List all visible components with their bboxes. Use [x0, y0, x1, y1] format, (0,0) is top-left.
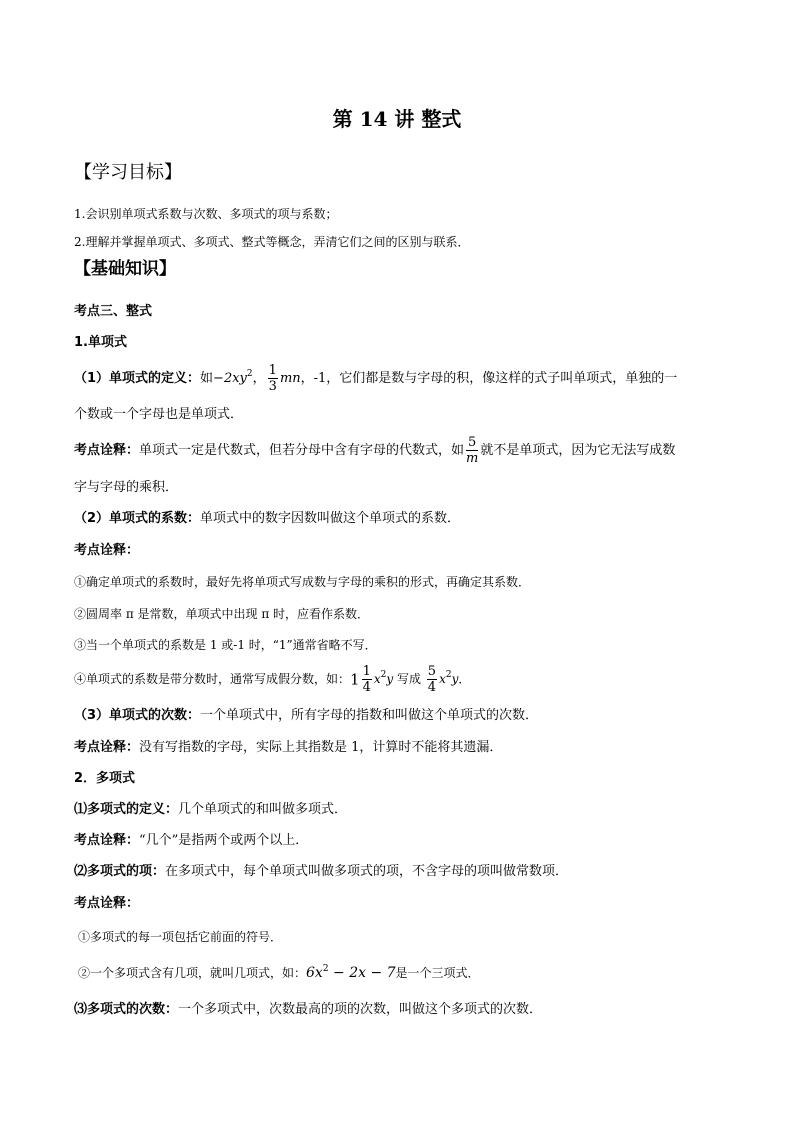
definition-text-prefix: 如−	[200, 371, 224, 386]
fraction-five-quarters	[427, 664, 437, 695]
monomial-definition-continued: 个数或一个字母也是单项式．	[74, 407, 244, 422]
degree-note	[74, 739, 502, 757]
poly-note-text: “几个”是指两个或两个以上．	[139, 833, 309, 848]
expression-2xy: 2xy	[223, 371, 247, 386]
degree-label: （3）单项式的次数：	[74, 708, 201, 723]
terms-note2-suffix: 是一个三项式．	[395, 966, 480, 980]
coefficient-note-3: ③当一个单项式的系数是 1 或-1 时，“1”通常省略不写．	[74, 638, 377, 652]
degree-note-text: 没有写指数的字母，实际上其指数是 1，计算时不能将其遗漏．	[139, 740, 503, 755]
expression-mn: mn	[279, 371, 301, 386]
fraction-numerator: 5	[466, 435, 478, 451]
terms-note-2	[78, 954, 480, 992]
fraction-five-over-m	[466, 435, 478, 466]
coefficient-note-4	[74, 660, 470, 699]
expression-rest: − 2x − 7	[328, 965, 396, 981]
polynomial-note	[74, 832, 308, 850]
kaodian-heading: 考点三、整式	[74, 304, 153, 319]
polynomial-degree	[74, 1001, 542, 1019]
fraction-numerator: 5	[427, 664, 437, 679]
fraction-one-quarter	[362, 664, 372, 695]
fraction-denominator: 4	[362, 680, 371, 695]
objective-item-2: 2.理解并掌握单项式、多项式、整式等概念，弄清它们之间的区别与联系．	[74, 235, 470, 249]
monomial-heading: 1.单项式	[74, 335, 127, 350]
basics-heading: 【基础知识】	[74, 259, 176, 279]
exponent: 2	[380, 670, 387, 680]
note-text-suffix: 就不是单项式，因为它无法写成数	[480, 443, 676, 458]
coefficient-note-2: ②圆周率 π 是常数，单项式中出现 π 时，应看作系数．	[74, 607, 370, 621]
polynomial-definition	[74, 801, 347, 819]
note4-end: ．	[458, 672, 471, 686]
monomial-coefficient	[74, 510, 460, 528]
note4-text: ④单项式的系数是带分数时，通常写成假分数，如：	[74, 672, 351, 686]
coefficient-label: （2）单项式的系数：	[74, 511, 201, 526]
degree-note-label: 考点诠释：	[74, 740, 140, 755]
note-text-prefix: 单项式一定是代数式，但若分母中含有字母的代数式，如	[139, 443, 465, 458]
polynomial-heading: 2．多项式	[74, 771, 136, 786]
monomial-note-continued: 字与字母的乘积．	[74, 480, 179, 495]
fraction-denominator: m	[466, 451, 479, 466]
poly-note-label: 考点诠释：	[74, 833, 140, 848]
exponent: 2	[322, 964, 329, 974]
monomial-note	[74, 432, 675, 470]
poly-definition-text: 几个单项式的和叫做多项式．	[178, 802, 348, 817]
note-label: 考点诠释：	[74, 443, 140, 458]
poly-degree-label: ⑶多项式的次数：	[74, 1002, 179, 1017]
poly-definition-label: ⑴多项式的定义：	[74, 802, 179, 817]
terms-note2-prefix: ②一个多项式含有几项，就叫几项式，如：	[78, 966, 307, 980]
expression-6x: 6x	[306, 965, 323, 981]
fraction-denominator: 3	[268, 379, 277, 394]
coefficient-text: 单项式中的数字因数叫做这个单项式的系数．	[200, 511, 461, 526]
degree-text: 一个单项式中，所有字母的指数和叫做这个单项式的次数．	[200, 708, 539, 723]
fraction-numerator: 1	[362, 664, 371, 679]
monomial-degree	[74, 707, 538, 725]
expression-comma: ，	[252, 371, 266, 386]
monomial-definition	[74, 360, 677, 398]
terms-note-1: ①多项式的每一项包括它前面的符号．	[78, 930, 283, 944]
definition-label: （1）单项式的定义：	[74, 371, 201, 386]
poly-terms-text: 在多项式中，每个单项式叫做多项式的项，不含字母的项叫做常数项．	[165, 864, 569, 879]
objective-item-1: 1.会识别单项式系数与次数、多项式的项与系数；	[74, 207, 338, 221]
variable-y: y	[451, 672, 459, 686]
poly-terms-label: ⑵多项式的项：	[74, 864, 166, 879]
fraction-numerator: 1	[268, 363, 277, 378]
variable-x: x	[439, 672, 446, 686]
objectives-heading: 【学习目标】	[74, 162, 182, 183]
fraction-one-third	[268, 363, 278, 394]
coefficient-note-1: ①确定单项式的系数时，最好先将单项式写成数与字母的乘积的形式，再确定其系数．	[74, 575, 531, 589]
mixed-number-whole: 1	[350, 670, 360, 689]
fraction-denominator: 4	[427, 680, 437, 695]
expression-exponent: 2	[246, 369, 253, 379]
definition-text-suffix: ，-1，它们都是数与字母的积，像这样的式子叫单项式，单独的一	[300, 371, 678, 386]
page-title: 第 14 讲 整式	[332, 107, 462, 131]
polynomial-terms	[74, 863, 568, 881]
note4-mid: 写成	[393, 672, 425, 686]
variable-y: y	[386, 672, 394, 686]
poly-degree-text: 一个多项式中，次数最高的项的次数，叫做这个多项式的次数．	[178, 1002, 543, 1017]
terms-note-label: 考点诠释：	[74, 896, 140, 911]
coefficient-note-label: 考点诠释：	[74, 543, 140, 558]
exponent: 2	[445, 670, 452, 680]
variable-x: x	[373, 672, 381, 686]
